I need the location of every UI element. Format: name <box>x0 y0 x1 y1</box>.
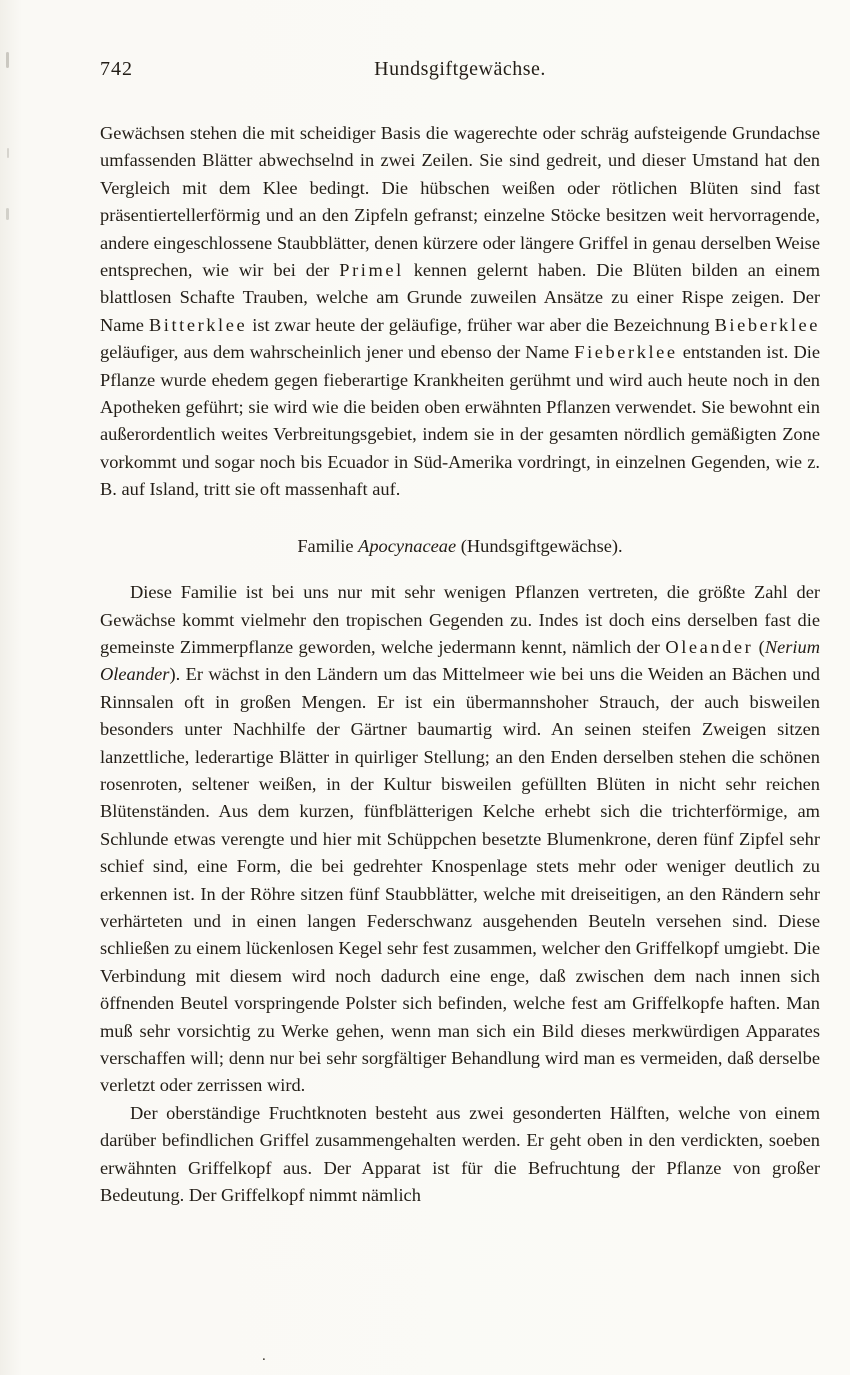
page-number: 742 <box>100 58 133 80</box>
paragraph-text: ( <box>753 636 765 657</box>
emphasized-term: Primel <box>339 260 404 281</box>
paragraph-text: Diese Familie ist bei uns nur mit sehr wenigen Pflanzen vertreten, die größte Zahl der Gewächse kommt vielmehr den tropischen Gegenden zu. Indes ist doch eins derselben fast die gemeinste Zimmerpflanze geworden, welche jedermann kennt, nämlich der <box>100 582 820 657</box>
latin-species-name: Nerium Oleander <box>100 636 820 685</box>
paragraph-3 <box>100 1100 820 1210</box>
emphasized-term: Fieberklee <box>574 342 678 363</box>
paragraph-text: ist zwar heute der geläufige, früher war aber die Bezeichnung <box>247 314 715 335</box>
scan-artifact <box>7 148 9 158</box>
heading-text: Familie <box>297 535 359 556</box>
section-heading <box>100 533 820 560</box>
paragraph-text: entstanden ist. Die Pflanze wurde ehedem gegen fieberartige Krankheiten gerühmt und wird auch heute noch in den Apotheken geführt; sie wird wie die beiden oben erwähnten Pflanzen verwendet. Sie bewohnt ein außerordentlich weites Verbreitungsgebiet, indem sie in der gesamten nördlich gemäßigten Zone vorkommt und sogar noch bis Ecuador in Süd-Amerika vordringt, in einzelnen Gegenden, wie z. B. auf Island, tritt sie oft massenhaft auf. <box>100 342 820 500</box>
body-text <box>100 120 820 1209</box>
page-header <box>100 58 820 86</box>
emphasized-term: Oleander <box>665 636 754 657</box>
scan-artifact <box>6 208 9 220</box>
paragraph-text: ). Er wächst in den Ländern um das Mittelmeer wie bei uns die Weiden an Bächen und Rinnsalen oft in großen Mengen. Er ist ein übermannshoher Strauch, der auch bisweilen besonders unter Nachhilfe der Gärtner baumartig wird. An seinen steifen Zweigen sitzen lanzettliche, lederartige Blätter in quirliger Stellung; an den Enden derselben stehen die schönen rosenroten, seltener weißen, in der Kultur bisweilen gefüllten Blüten in nicht sehr reichen Blütenständen. Aus dem kurzen, fünfblätterigen Kelche erhebt sich die trichterförmige, am Schlunde etwas verengte und hier mit Schüppchen besetzte Blumenkrone, deren fünf Zipfel sehr schief sind, eine Form, die bei gedrehter Knospenlage stets mehr oder weniger deutlich zu erkennen ist. In der Röhre sitzen fünf Staubblätter, welche mit dreiseitigen, an den Rändern sehr verhärteten und in einen langen Federschwanz ausgehenden Beuteln versehen sind. Diese schließen zu einem lückenlosen Kegel sehr fest zusammen, welcher den Griffelkopf umgiebt. Die Verbindung mit diesem wird noch dadurch eine enge, daß zwischen dem nach innen sich öffnenden Beutel vorspringende Polster sich befinden, welche fest am Griffelkopfe haften. Man muß sehr vorsichtig zu Werke gehen, wenn man sich ein Bild dieses merkwürdigen Apparates verschaffen will; denn nur bei sehr sorgfältiger Behandlung wird man es vermeiden, daß derselbe verletzt oder zerrissen wird. <box>100 664 820 1096</box>
paragraph-2 <box>100 579 820 1100</box>
emphasized-term: Bieberklee <box>714 314 820 335</box>
paragraph-text: Gewächsen stehen die mit scheidiger Basis die wagerechte oder schräg aufsteigende Grundachse umfassenden Blätter abwechselnd in zwei Zeilen. Sie sind gedreit, und dieser Umstand hat den Vergleich mit dem Klee bedingt. Die hübschen weißen oder rötlichen Blüten sind fast präsentiertellerförmig und an den Zipfeln gefranst; einzelne Stöcke besitzen weit hervorragende, andere eingeschlossene Staubblätter, denen kürzere oder längere Griffel in genau derselben Weise entsprechen, wie wir bei der <box>100 123 820 281</box>
heading-text: (Hundsgiftgewächse). <box>456 535 623 556</box>
scan-artifact <box>6 52 9 68</box>
paragraph-text: Der oberständige Fruchtknoten besteht aus zwei gesonderten Hälften, welche von einem darüber befindlichen Griffel zusammengehalten werden. Er geht oben in den verdickten, soeben erwähnten Griffelkopf aus. Der Apparat ist für die Befruchtung der Pflanze von großer Bedeutung. Der Griffelkopf nimmt nämlich <box>100 1102 820 1206</box>
page-artifact-dot: . <box>262 1348 266 1364</box>
paragraph-1 <box>100 120 820 504</box>
paragraph-text: geläufiger, aus dem wahrscheinlich jener und ebenso der Name <box>100 342 575 363</box>
paragraph-text: kennen gelernt haben. Die Blüten bilden an einem blattlosen Schafte Trauben, welche am Grunde zuweilen Ansätze zu einer Rispe zeigen. Der Name <box>100 260 820 335</box>
running-title: Hundsgiftgewächse. <box>374 58 546 80</box>
latin-family-name: Apocynaceae <box>358 535 457 556</box>
emphasized-term: Bitterklee <box>148 314 248 335</box>
